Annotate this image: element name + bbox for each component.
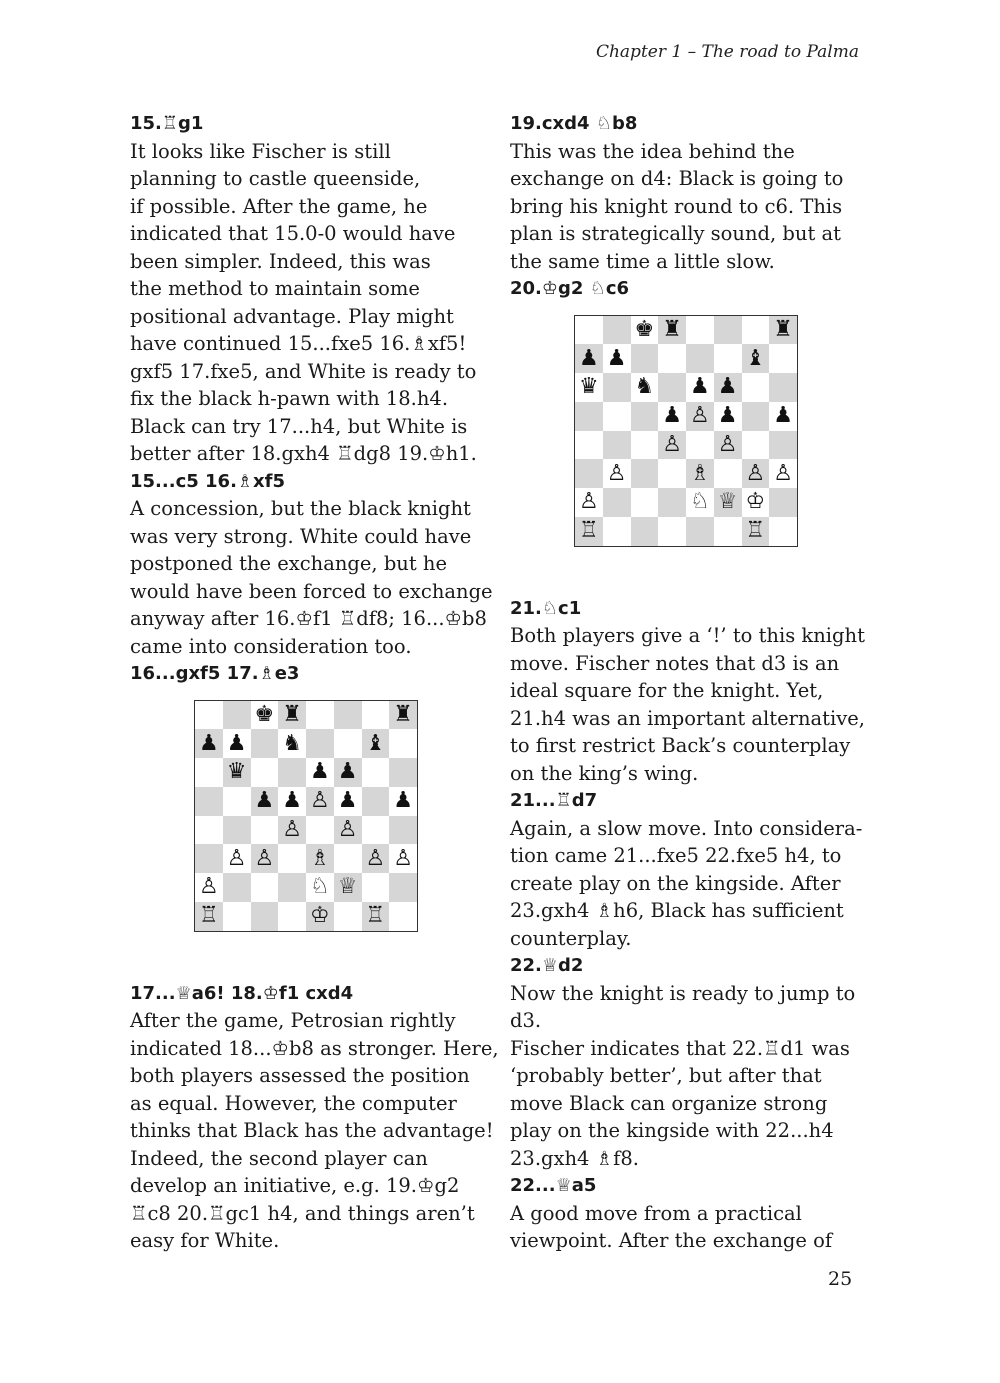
square-h5: ♟ xyxy=(769,402,797,431)
square-b2 xyxy=(223,873,251,902)
text-line: anyway after 16.♔f1 ♖df8; 16...♔b8 xyxy=(130,607,487,630)
square-a5 xyxy=(575,402,603,431)
move-heading: 22...♕a5 xyxy=(510,1175,597,1196)
text-line: It looks like Fischer is still xyxy=(130,139,391,163)
square-d7: ♞ xyxy=(278,729,306,758)
square-g5 xyxy=(742,402,770,431)
square-c8: ♚ xyxy=(251,701,279,730)
square-a7: ♟ xyxy=(575,344,603,373)
square-e1 xyxy=(686,517,714,546)
text-line: develop an initiative, e.g. 19.♔g2 xyxy=(130,1174,460,1197)
square-g6 xyxy=(362,758,390,787)
move-heading: 15...c5 16.♗xf5 xyxy=(130,470,286,492)
square-c1 xyxy=(251,902,279,931)
square-f5: ♟ xyxy=(714,402,742,431)
square-a8 xyxy=(195,701,223,730)
square-g1: ♖ xyxy=(362,902,390,931)
text-line: easy for White. xyxy=(130,1229,280,1252)
square-b3: ♙ xyxy=(603,459,631,488)
text-line: bring his knight round to c6. This xyxy=(510,194,843,218)
text-line: ideal square for the knight. Yet, xyxy=(510,679,824,702)
text-line: 21.h4 was an important alternative, xyxy=(510,706,865,730)
text-line: viewpoint. After the exchange of xyxy=(510,1229,833,1252)
text-line: move Black can organize strong xyxy=(510,1091,828,1115)
text-line: been simpler. Indeed, this was xyxy=(130,249,431,273)
square-a4 xyxy=(195,816,223,845)
square-c6: ♞ xyxy=(631,373,659,402)
square-c7 xyxy=(251,729,279,758)
square-c3: ♙ xyxy=(251,844,279,873)
move-heading: 19.cxd4 ♘b8 xyxy=(510,113,638,134)
square-f7 xyxy=(334,729,362,758)
move-heading: 16...gxf5 17.♗e3 xyxy=(130,663,300,684)
right-text-block-2 xyxy=(510,595,870,1255)
text-line: gxf5 17.fxe5, and White is ready to xyxy=(130,359,477,383)
chapter-header: Chapter 1 – The road to Palma xyxy=(595,42,859,62)
square-d6 xyxy=(278,758,306,787)
text-line: better after 18.gxh4 ♖dg8 19.♔h1. xyxy=(130,442,477,465)
text-line: was very strong. White could have xyxy=(130,524,472,548)
square-g7: ♝ xyxy=(362,729,390,758)
square-e3: ♗ xyxy=(686,459,714,488)
text-line: on the king’s wing. xyxy=(510,761,699,785)
chess-diagram-move-20 xyxy=(574,315,798,547)
square-a6: ♛ xyxy=(575,373,603,402)
square-h3: ♙ xyxy=(389,844,417,873)
text-line: Now the knight is ready to jump to xyxy=(510,981,856,1005)
square-h1 xyxy=(389,902,417,931)
square-c8: ♚ xyxy=(631,316,659,345)
text-line: After the game, Petrosian rightly xyxy=(130,1009,456,1032)
square-d4: ♙ xyxy=(278,816,306,845)
square-a1: ♖ xyxy=(195,902,223,931)
square-h4 xyxy=(769,431,797,460)
square-b1 xyxy=(603,517,631,546)
square-c5: ♟ xyxy=(251,787,279,816)
square-a1: ♖ xyxy=(575,517,603,546)
square-b4 xyxy=(223,816,251,845)
square-g2 xyxy=(362,873,390,902)
text-line: both players assessed the position xyxy=(130,1064,470,1087)
left-text-block-2 xyxy=(130,980,499,1255)
square-d8: ♜ xyxy=(658,316,686,345)
square-h1 xyxy=(769,517,797,546)
square-g4 xyxy=(362,816,390,845)
square-h6 xyxy=(389,758,417,787)
square-h2 xyxy=(389,873,417,902)
text-line: postponed the exchange, but he xyxy=(130,552,447,575)
move-heading: 20.♔g2 ♘c6 xyxy=(510,278,630,299)
square-e4 xyxy=(306,816,334,845)
square-e6: ♟ xyxy=(686,373,714,402)
square-c2 xyxy=(631,488,659,517)
square-f7 xyxy=(714,344,742,373)
square-h2 xyxy=(769,488,797,517)
square-d8: ♜ xyxy=(278,701,306,730)
move-heading: 21.♘c1 xyxy=(510,597,582,619)
square-f5: ♟ xyxy=(334,787,362,816)
square-d2 xyxy=(658,488,686,517)
left-diagram-wrap xyxy=(130,688,490,980)
square-a6 xyxy=(195,758,223,787)
square-f1 xyxy=(334,902,362,931)
square-d1 xyxy=(278,902,306,931)
square-h3: ♙ xyxy=(769,459,797,488)
move-heading: 15.♖g1 xyxy=(130,113,204,134)
square-e5: ♙ xyxy=(306,787,334,816)
square-b8 xyxy=(603,316,631,345)
square-e4 xyxy=(686,431,714,460)
text-line: Both players give a ‘!’ to this knight xyxy=(510,624,865,647)
text-line: 23.gxh4 ♗h6, Black has sufficient xyxy=(510,899,844,922)
square-f4: ♙ xyxy=(714,431,742,460)
text-line: ‘probably better’, but after that xyxy=(510,1064,822,1087)
text-line: exchange on d4: Black is going to xyxy=(510,167,844,190)
square-a4 xyxy=(575,431,603,460)
square-a8 xyxy=(575,316,603,345)
square-h8: ♜ xyxy=(769,316,797,345)
square-e3: ♗ xyxy=(306,844,334,873)
square-g8 xyxy=(742,316,770,345)
square-a7: ♟ xyxy=(195,729,223,758)
square-d1 xyxy=(658,517,686,546)
square-d3 xyxy=(278,844,306,873)
square-d6 xyxy=(658,373,686,402)
text-line: have continued 15...fxe5 16.♗xf5! xyxy=(130,332,467,355)
square-c4 xyxy=(631,431,659,460)
text-line: A concession, but the black knight xyxy=(130,497,471,520)
text-line: the method to maintain some xyxy=(130,277,420,300)
square-a2: ♙ xyxy=(195,873,223,902)
square-e8 xyxy=(686,316,714,345)
square-e6: ♟ xyxy=(306,758,334,787)
square-d3 xyxy=(658,459,686,488)
square-f2: ♕ xyxy=(334,873,362,902)
text-line: positional advantage. Play might xyxy=(130,304,454,328)
square-b7: ♟ xyxy=(223,729,251,758)
square-e2: ♘ xyxy=(306,873,334,902)
square-g8 xyxy=(362,701,390,730)
square-c5 xyxy=(631,402,659,431)
square-g6 xyxy=(742,373,770,402)
square-e8 xyxy=(306,701,334,730)
square-h7 xyxy=(389,729,417,758)
square-c1 xyxy=(631,517,659,546)
square-f2: ♕ xyxy=(714,488,742,517)
square-b1 xyxy=(223,902,251,931)
square-a2: ♙ xyxy=(575,488,603,517)
text-line: plan is strategically sound, but at xyxy=(510,222,841,245)
square-d5: ♟ xyxy=(278,787,306,816)
square-a3 xyxy=(195,844,223,873)
square-d7 xyxy=(658,344,686,373)
square-a5 xyxy=(195,787,223,816)
square-g4 xyxy=(742,431,770,460)
square-h4 xyxy=(389,816,417,845)
square-f8 xyxy=(714,316,742,345)
text-line: would have been forced to exchange xyxy=(130,579,493,603)
square-g3: ♙ xyxy=(362,844,390,873)
right-column xyxy=(510,110,870,1255)
right-diagram-wrap xyxy=(510,303,870,595)
text-line: move. Fischer notes that d3 is an xyxy=(510,651,840,675)
text-line: counterplay. xyxy=(510,926,632,950)
square-f3 xyxy=(334,844,362,873)
square-b8 xyxy=(223,701,251,730)
move-heading: 17...♕a6! 18.♔f1 cxd4 xyxy=(130,982,354,1004)
square-f8 xyxy=(334,701,362,730)
square-b6 xyxy=(603,373,631,402)
square-c3 xyxy=(631,459,659,488)
text-line: to first restrict Back’s counterplay xyxy=(510,734,851,757)
text-line: Fischer indicates that 22.♖d1 was xyxy=(510,1036,850,1060)
square-h6 xyxy=(769,373,797,402)
text-line: play on the kingside with 22...h4 xyxy=(510,1119,834,1142)
text-line: tion came 21...fxe5 22.fxe5 h4, to xyxy=(510,844,842,867)
square-g2: ♔ xyxy=(742,488,770,517)
right-text-block-1 xyxy=(510,110,870,303)
square-f6: ♟ xyxy=(334,758,362,787)
text-line: create play on the kingside. After xyxy=(510,871,841,895)
square-h5: ♟ xyxy=(389,787,417,816)
square-h8: ♜ xyxy=(389,701,417,730)
text-line: Indeed, the second player can xyxy=(130,1146,428,1170)
square-a3 xyxy=(575,459,603,488)
square-b7: ♟ xyxy=(603,344,631,373)
text-line: A good move from a practical xyxy=(510,1201,802,1225)
text-line: This was the idea behind the xyxy=(510,139,795,163)
square-d2 xyxy=(278,873,306,902)
square-f1 xyxy=(714,517,742,546)
square-c6 xyxy=(251,758,279,787)
square-b6: ♛ xyxy=(223,758,251,787)
square-e7 xyxy=(306,729,334,758)
square-g7: ♝ xyxy=(742,344,770,373)
text-line: indicated 18...♔b8 as stronger. Here, xyxy=(130,1036,499,1060)
square-g1: ♖ xyxy=(742,517,770,546)
square-h7 xyxy=(769,344,797,373)
square-e1: ♔ xyxy=(306,902,334,931)
square-e2: ♘ xyxy=(686,488,714,517)
text-line: planning to castle queenside, xyxy=(130,167,421,190)
square-b4 xyxy=(603,431,631,460)
square-b3: ♙ xyxy=(223,844,251,873)
text-line: came into consideration too. xyxy=(130,634,412,658)
move-heading: 22.♕d2 xyxy=(510,955,584,976)
square-f6: ♟ xyxy=(714,373,742,402)
square-b2 xyxy=(603,488,631,517)
square-c2 xyxy=(251,873,279,902)
text-line: d3. xyxy=(510,1009,542,1032)
text-line: if possible. After the game, he xyxy=(130,194,428,218)
square-f3 xyxy=(714,459,742,488)
square-e7 xyxy=(686,344,714,373)
square-b5 xyxy=(603,402,631,431)
text-line: indicated that 15.0-0 would have xyxy=(130,222,456,245)
square-e5: ♙ xyxy=(686,402,714,431)
square-g5 xyxy=(362,787,390,816)
square-f4: ♙ xyxy=(334,816,362,845)
chess-diagram-move-17 xyxy=(194,700,418,932)
square-g3: ♙ xyxy=(742,459,770,488)
square-c7 xyxy=(631,344,659,373)
text-line: Again, a slow move. Into considera- xyxy=(510,816,863,840)
text-line: as equal. However, the computer xyxy=(130,1091,457,1115)
square-b5 xyxy=(223,787,251,816)
text-line: the same time a little slow. xyxy=(510,249,775,273)
text-line: fix the black h-pawn with 18.h4. xyxy=(130,387,449,410)
square-d4: ♙ xyxy=(658,431,686,460)
left-column xyxy=(130,110,499,1255)
page-number: 25 xyxy=(828,1268,853,1290)
text-line: ♖c8 20.♖gc1 h4, and things aren’t xyxy=(130,1201,475,1225)
text-line: thinks that Black has the advantage! xyxy=(130,1119,494,1142)
square-c4 xyxy=(251,816,279,845)
square-d5: ♟ xyxy=(658,402,686,431)
text-line: Black can try 17...h4, but White is xyxy=(130,414,468,438)
text-line: 23.gxh4 ♗f8. xyxy=(510,1146,639,1170)
left-text-block-1 xyxy=(130,110,493,688)
move-heading: 21...♖d7 xyxy=(510,790,598,811)
